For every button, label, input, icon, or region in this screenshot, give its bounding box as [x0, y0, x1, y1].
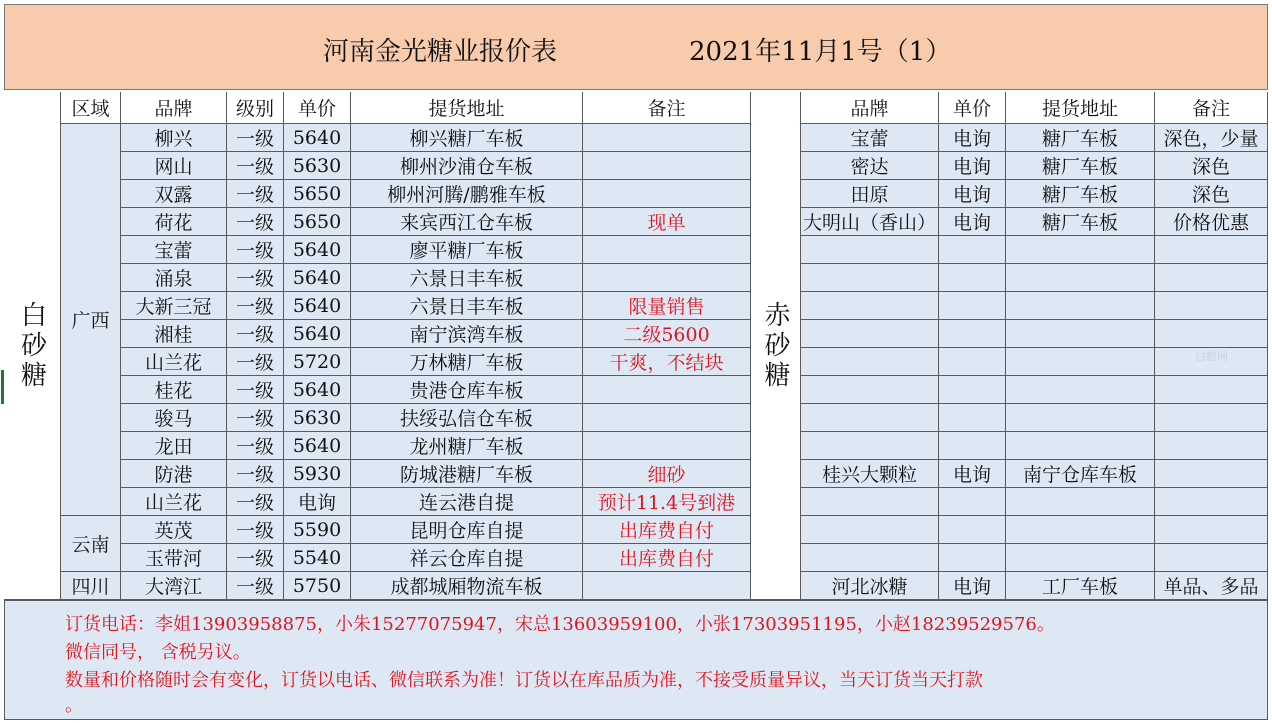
price-cell[interactable]: 5930 [284, 460, 351, 488]
header-brand: 品牌 [121, 92, 227, 124]
grade-cell[interactable]: 一级 [227, 124, 284, 152]
brand-cell[interactable]: 大新三冠 [121, 292, 227, 320]
note-cell[interactable] [583, 236, 751, 264]
disclaimer: 数量和价格随时会有变化，订货以电话、微信联系为准！订货以在库品质为准，不接受质量异议，当天订货当天打款 [65, 670, 983, 691]
right-brand-cell[interactable] [801, 516, 939, 544]
brand-cell[interactable]: 玉带河 [121, 544, 227, 572]
address-cell[interactable]: 六景日丰车板 [351, 292, 583, 320]
right-address-cell[interactable]: 糖厂车板 [1006, 124, 1155, 152]
price-cell[interactable]: 5540 [284, 544, 351, 572]
brand-cell[interactable]: 防港 [121, 460, 227, 488]
right-brand-cell[interactable] [801, 292, 939, 320]
right-note-cell[interactable] [1155, 376, 1268, 404]
right-price-cell[interactable]: 电询 [939, 208, 1006, 236]
right-address-cell[interactable]: 糖厂车板 [1006, 180, 1155, 208]
price-cell[interactable]: 5590 [284, 516, 351, 544]
brand-cell[interactable]: 山兰花 [121, 488, 227, 516]
wechat-note: 微信同号， 含税另议。 [65, 642, 251, 663]
title-banner [4, 4, 1268, 90]
grade-cell[interactable]: 一级 [227, 208, 284, 236]
region-cell: 云南 [61, 516, 121, 572]
brand-cell[interactable]: 大湾江 [121, 572, 227, 600]
right-note-cell[interactable] [1155, 516, 1268, 544]
address-cell[interactable]: 贵港仓库车板 [351, 376, 583, 404]
grade-cell[interactable]: 一级 [227, 432, 284, 460]
note-cell[interactable] [583, 264, 751, 292]
right-price-cell[interactable] [939, 264, 1006, 292]
brand-cell[interactable]: 桂花 [121, 376, 227, 404]
note-cell[interactable]: 预计11.4号到港 [583, 488, 751, 516]
address-cell[interactable]: 龙州糖厂车板 [351, 432, 583, 460]
right-brand-cell[interactable] [801, 404, 939, 432]
right-price-cell[interactable] [939, 236, 1006, 264]
right-price-cell[interactable] [939, 488, 1006, 516]
page-title: 河南金光糖业报价表 [323, 37, 558, 67]
address-cell[interactable]: 柳州河腾/鹏雅车板 [351, 180, 583, 208]
grade-cell[interactable]: 一级 [227, 236, 284, 264]
right-note-cell[interactable]: 深色 [1155, 180, 1268, 208]
grade-cell[interactable]: 一级 [227, 348, 284, 376]
price-cell[interactable]: 5640 [284, 432, 351, 460]
right-brand-cell[interactable]: 桂兴大颗粒 [801, 460, 939, 488]
right-brand-cell[interactable] [801, 432, 939, 460]
grade-cell[interactable]: 一级 [227, 404, 284, 432]
right-price-cell[interactable]: 电询 [939, 152, 1006, 180]
brand-cell[interactable]: 英茂 [121, 516, 227, 544]
right-note-cell[interactable]: 单品、多品 [1155, 572, 1268, 600]
right-address-cell[interactable]: 工厂车板 [1006, 572, 1155, 600]
brand-cell[interactable]: 荷花 [121, 208, 227, 236]
right-price-cell[interactable]: 电询 [939, 572, 1006, 600]
note-cell[interactable] [583, 432, 751, 460]
right-brand-cell[interactable]: 宝蕾 [801, 124, 939, 152]
watermark-text: 白糖网 [1195, 350, 1228, 363]
right-price-cell[interactable]: 电询 [939, 124, 1006, 152]
note-cell[interactable] [583, 572, 751, 600]
category-white-sugar: 白砂糖 [4, 92, 61, 600]
price-cell[interactable]: 5640 [284, 236, 351, 264]
brand-cell[interactable]: 山兰花 [121, 348, 227, 376]
price-cell[interactable]: 5750 [284, 572, 351, 600]
grade-cell[interactable]: 一级 [227, 180, 284, 208]
right-note-cell[interactable] [1155, 404, 1268, 432]
right-price-cell[interactable] [939, 320, 1006, 348]
note-cell[interactable] [583, 376, 751, 404]
right-price-cell[interactable] [939, 348, 1006, 376]
right-header-address: 提货地址 [1006, 92, 1155, 124]
right-brand-cell[interactable] [801, 348, 939, 376]
right-address-cell[interactable] [1006, 320, 1155, 348]
brand-cell[interactable]: 龙田 [121, 432, 227, 460]
address-cell[interactable]: 六景日丰车板 [351, 264, 583, 292]
right-address-cell[interactable] [1006, 488, 1155, 516]
note-cell[interactable]: 干爽，不结块 [583, 348, 751, 376]
right-price-cell[interactable] [939, 292, 1006, 320]
right-price-cell[interactable] [939, 376, 1006, 404]
price-cell[interactable]: 5630 [284, 404, 351, 432]
contact-footer [4, 600, 1268, 720]
right-address-cell[interactable]: 糖厂车板 [1006, 152, 1155, 180]
grade-cell[interactable]: 一级 [227, 572, 284, 600]
right-address-cell[interactable] [1006, 348, 1155, 376]
disclaimer-end: 。 [65, 695, 83, 716]
right-address-cell[interactable] [1006, 432, 1155, 460]
note-cell[interactable]: 二级5600 [583, 320, 751, 348]
grade-cell[interactable]: 一级 [227, 320, 284, 348]
header-note: 备注 [583, 92, 751, 124]
right-price-cell[interactable]: 电询 [939, 180, 1006, 208]
right-note-cell[interactable]: 深色 [1155, 152, 1268, 180]
right-price-cell[interactable] [939, 544, 1006, 572]
right-note-cell[interactable]: 价格优惠 [1155, 208, 1268, 236]
right-address-cell[interactable] [1006, 376, 1155, 404]
right-price-cell[interactable] [939, 404, 1006, 432]
price-cell[interactable]: 5640 [284, 124, 351, 152]
price-cell[interactable]: 5640 [284, 292, 351, 320]
right-address-cell[interactable] [1006, 404, 1155, 432]
right-price-cell[interactable] [939, 432, 1006, 460]
price-cell[interactable]: 5640 [284, 264, 351, 292]
note-cell[interactable]: 现单 [583, 208, 751, 236]
right-price-cell[interactable]: 电询 [939, 460, 1006, 488]
right-address-cell[interactable]: 糖厂车板 [1006, 208, 1155, 236]
right-header-brand: 品牌 [801, 92, 939, 124]
header-region: 区域 [61, 92, 121, 124]
right-brand-cell[interactable] [801, 264, 939, 292]
brand-cell[interactable]: 柳兴 [121, 124, 227, 152]
note-cell[interactable] [583, 404, 751, 432]
right-note-cell[interactable] [1155, 544, 1268, 572]
price-cell[interactable]: 5640 [284, 376, 351, 404]
right-address-cell[interactable] [1006, 264, 1155, 292]
note-cell[interactable] [583, 180, 751, 208]
address-cell[interactable]: 廖平糖厂车板 [351, 236, 583, 264]
row-selection-marker [1, 370, 4, 404]
right-brand-cell[interactable] [801, 488, 939, 516]
quote-date: 2021年11月1号（1） [689, 37, 952, 67]
right-header-price: 单价 [939, 92, 1006, 124]
right-address-cell[interactable] [1006, 292, 1155, 320]
grade-cell[interactable]: 一级 [227, 544, 284, 572]
header-address: 提货地址 [351, 92, 583, 124]
header-price: 单价 [284, 92, 351, 124]
right-brand-cell[interactable] [801, 376, 939, 404]
note-cell[interactable] [583, 152, 751, 180]
right-address-cell[interactable] [1006, 516, 1155, 544]
price-cell[interactable]: 5630 [284, 152, 351, 180]
right-brand-cell[interactable] [801, 236, 939, 264]
grade-cell[interactable]: 一级 [227, 264, 284, 292]
brand-cell[interactable]: 双露 [121, 180, 227, 208]
address-cell[interactable]: 南宁滨湾车板 [351, 320, 583, 348]
address-cell[interactable]: 连云港自提 [351, 488, 583, 516]
right-note-cell[interactable] [1155, 320, 1268, 348]
address-cell[interactable]: 来宾西江仓车板 [351, 208, 583, 236]
right-brand-cell[interactable]: 大明山（香山） [801, 208, 939, 236]
right-price-cell[interactable] [939, 516, 1006, 544]
price-cell[interactable]: 5720 [284, 348, 351, 376]
brand-cell[interactable]: 骏马 [121, 404, 227, 432]
category-red-sugar: 赤砂糖 [751, 92, 801, 600]
price-cell[interactable]: 电询 [284, 488, 351, 516]
right-note-cell[interactable] [1155, 264, 1268, 292]
region-cell: 四川 [61, 572, 121, 600]
price-cell[interactable]: 5650 [284, 180, 351, 208]
note-cell[interactable]: 出库费自付 [583, 516, 751, 544]
address-cell[interactable]: 防城港糖厂车板 [351, 460, 583, 488]
address-cell[interactable]: 柳兴糖厂车板 [351, 124, 583, 152]
note-cell[interactable] [583, 124, 751, 152]
right-brand-cell[interactable]: 河北冰糖 [801, 572, 939, 600]
grade-cell[interactable]: 一级 [227, 152, 284, 180]
note-cell[interactable]: 细砂 [583, 460, 751, 488]
header-grade: 级别 [227, 92, 284, 124]
brand-cell[interactable]: 宝蕾 [121, 236, 227, 264]
note-cell[interactable]: 限量销售 [583, 292, 751, 320]
right-brand-cell[interactable] [801, 544, 939, 572]
region-cell: 广西 [61, 124, 121, 516]
address-cell[interactable]: 万林糖厂车板 [351, 348, 583, 376]
brand-cell[interactable]: 网山 [121, 152, 227, 180]
address-cell[interactable]: 柳州沙浦仓车板 [351, 152, 583, 180]
address-cell[interactable]: 祥云仓库自提 [351, 544, 583, 572]
right-brand-cell[interactable]: 田原 [801, 180, 939, 208]
grade-cell[interactable]: 一级 [227, 488, 284, 516]
right-address-cell[interactable]: 南宁仓库车板 [1006, 460, 1155, 488]
address-cell[interactable]: 成都城厢物流车板 [351, 572, 583, 600]
right-note-cell[interactable] [1155, 488, 1268, 516]
right-note-cell[interactable]: 深色，少量 [1155, 124, 1268, 152]
brand-cell[interactable]: 湘桂 [121, 320, 227, 348]
grade-cell[interactable]: 一级 [227, 460, 284, 488]
brand-cell[interactable]: 涌泉 [121, 264, 227, 292]
right-address-cell[interactable] [1006, 236, 1155, 264]
right-brand-cell[interactable] [801, 320, 939, 348]
right-note-cell[interactable] [1155, 460, 1268, 488]
price-cell[interactable]: 5640 [284, 320, 351, 348]
grade-cell[interactable]: 一级 [227, 292, 284, 320]
address-cell[interactable]: 昆明仓库自提 [351, 516, 583, 544]
right-note-cell[interactable] [1155, 292, 1268, 320]
price-cell[interactable]: 5650 [284, 208, 351, 236]
right-note-cell[interactable] [1155, 236, 1268, 264]
grade-cell[interactable]: 一级 [227, 376, 284, 404]
note-cell[interactable]: 出库费自付 [583, 544, 751, 572]
right-header-note: 备注 [1155, 92, 1268, 124]
right-note-cell[interactable] [1155, 432, 1268, 460]
address-cell[interactable]: 扶绥弘信仓车板 [351, 404, 583, 432]
right-address-cell[interactable] [1006, 544, 1155, 572]
grade-cell[interactable]: 一级 [227, 516, 284, 544]
contact-phones: 订货电话：李姐13903958875，小朱15277075947，宋总13603959100，小张17303951195，小赵18239529576。 [65, 614, 1055, 635]
right-brand-cell[interactable]: 密达 [801, 152, 939, 180]
